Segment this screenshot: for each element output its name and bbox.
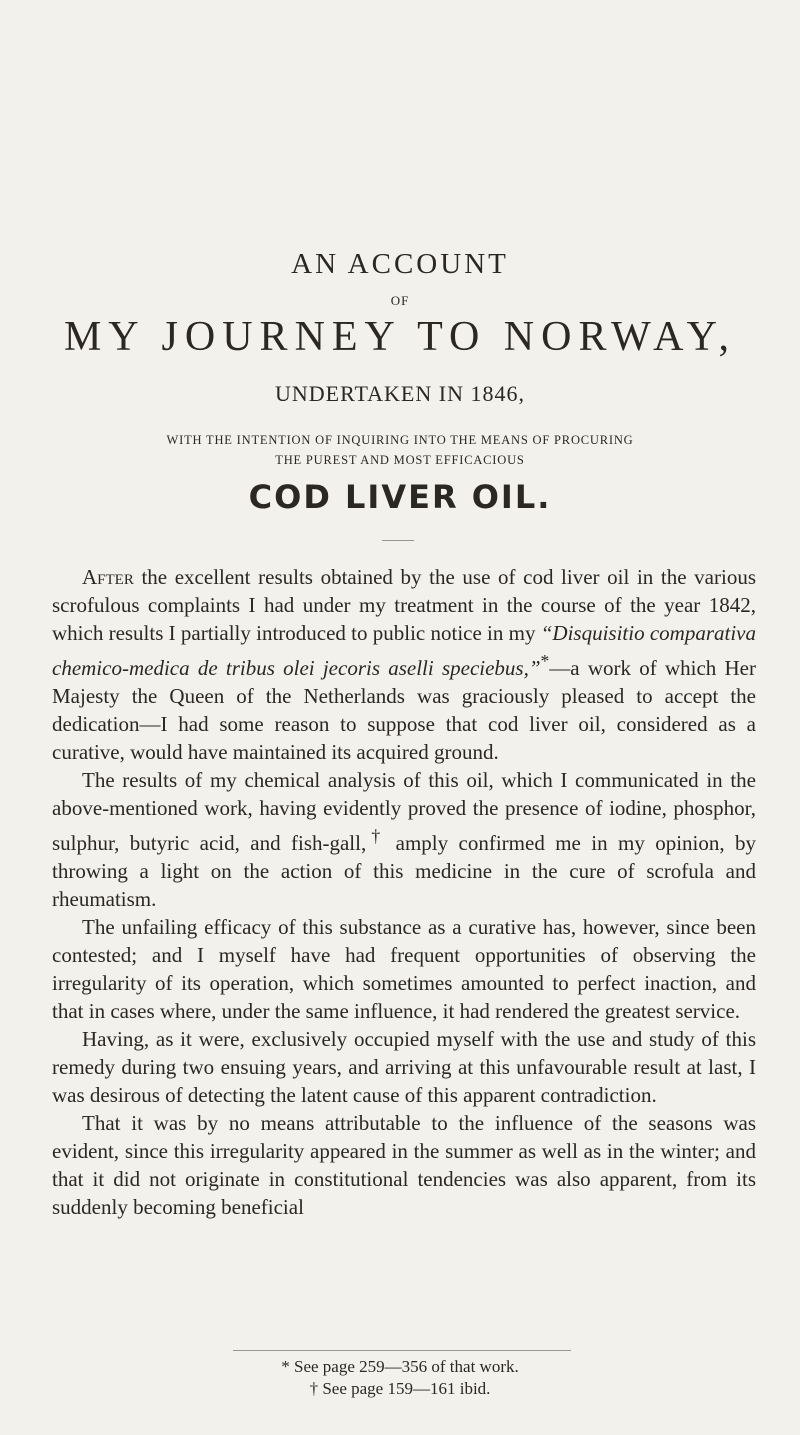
footnote-ref-2: † bbox=[366, 826, 386, 846]
body-text bbox=[52, 563, 756, 1221]
footnote-1: * See page 259—356 of that work. bbox=[281, 1357, 519, 1376]
paragraph-1-text-a: the excellent results obtained by the use of cod liver oil in the various scrofulous complaints I had under my treatment in the course of the year 1842, which results I partially introduced to public notice in my bbox=[52, 565, 756, 645]
footnotes bbox=[0, 1356, 800, 1400]
paragraph-4: Having, as it were, exclusively occupied myself with the use and study of this remedy during two ensuing years, and arriving at this unfavourable result at last, I was desirous of detecting the latent cause of this apparent contradiction. bbox=[52, 1027, 756, 1107]
drop-word: After bbox=[82, 565, 134, 589]
paragraph-2-text-b: amply confirmed me in my opinion, by throwing a light on the action of this medicine in the cure of scrofula and rheumatism. bbox=[52, 831, 757, 911]
bleed-through-text bbox=[40, 72, 760, 252]
paragraph-3: The unfailing efficacy of this substance as a curative has, however, since been contested; and I myself have had frequent opportunities of observing the irregularity of its operation, which sometimes amounted to perfect inaction, and that in cases where, under the same influence, it had rendered the greatest service. bbox=[52, 915, 756, 1023]
footnote-ref-1: * bbox=[540, 651, 550, 671]
subtitle-undertaken: UNDERTAKEN IN 1846, bbox=[275, 381, 525, 406]
title-line-journey: MY JOURNEY TO NORWAY, bbox=[63, 314, 737, 360]
paragraph-1-text-b: —a work of which Her Majesty the Queen of the Netherlands was graciously pleased to accept the dedication—I had some reason to suppose that cod liver oil, considered as a curative, would have maintained its acquired ground. bbox=[52, 656, 756, 764]
paragraph-5: That it was by no means attributable to the influence of the seasons was evident, since this irregularity appeared in the summer as well as in the winter; and that it did not originate in constitutional tendencies was also apparent, from its suddenly becoming beneficial bbox=[52, 1111, 756, 1219]
footnote-divider bbox=[233, 1350, 571, 1351]
book-title-italic: “Disquisitio comparativa chemico-medica de tribus olei jecoris aselli speciebus,” bbox=[52, 621, 756, 680]
paragraph-2-text-a: The results of my chemical analysis of this oil, which I communicated in the above-mentioned work, having evidently proved the presence of iodine, phosphor, sulphur, butyric acid, and fish-gall, bbox=[52, 768, 756, 855]
title-line-of: OF bbox=[390, 293, 410, 308]
paragraph-2 bbox=[52, 766, 756, 913]
footnote-2: † See page 159—161 ibid. bbox=[309, 1379, 491, 1398]
title-cod-liver-oil: COD LIVER OIL. bbox=[248, 478, 552, 516]
subtitle-purest: THE PUREST AND MOST EFFICACIOUS bbox=[275, 453, 525, 467]
paragraph-1 bbox=[52, 563, 756, 766]
title-divider bbox=[382, 540, 414, 541]
title-line-an-account: AN ACCOUNT bbox=[291, 248, 509, 280]
subtitle-intention: WITH THE INTENTION OF INQUIRING INTO THE MEANS OF PROCURING bbox=[166, 433, 634, 447]
